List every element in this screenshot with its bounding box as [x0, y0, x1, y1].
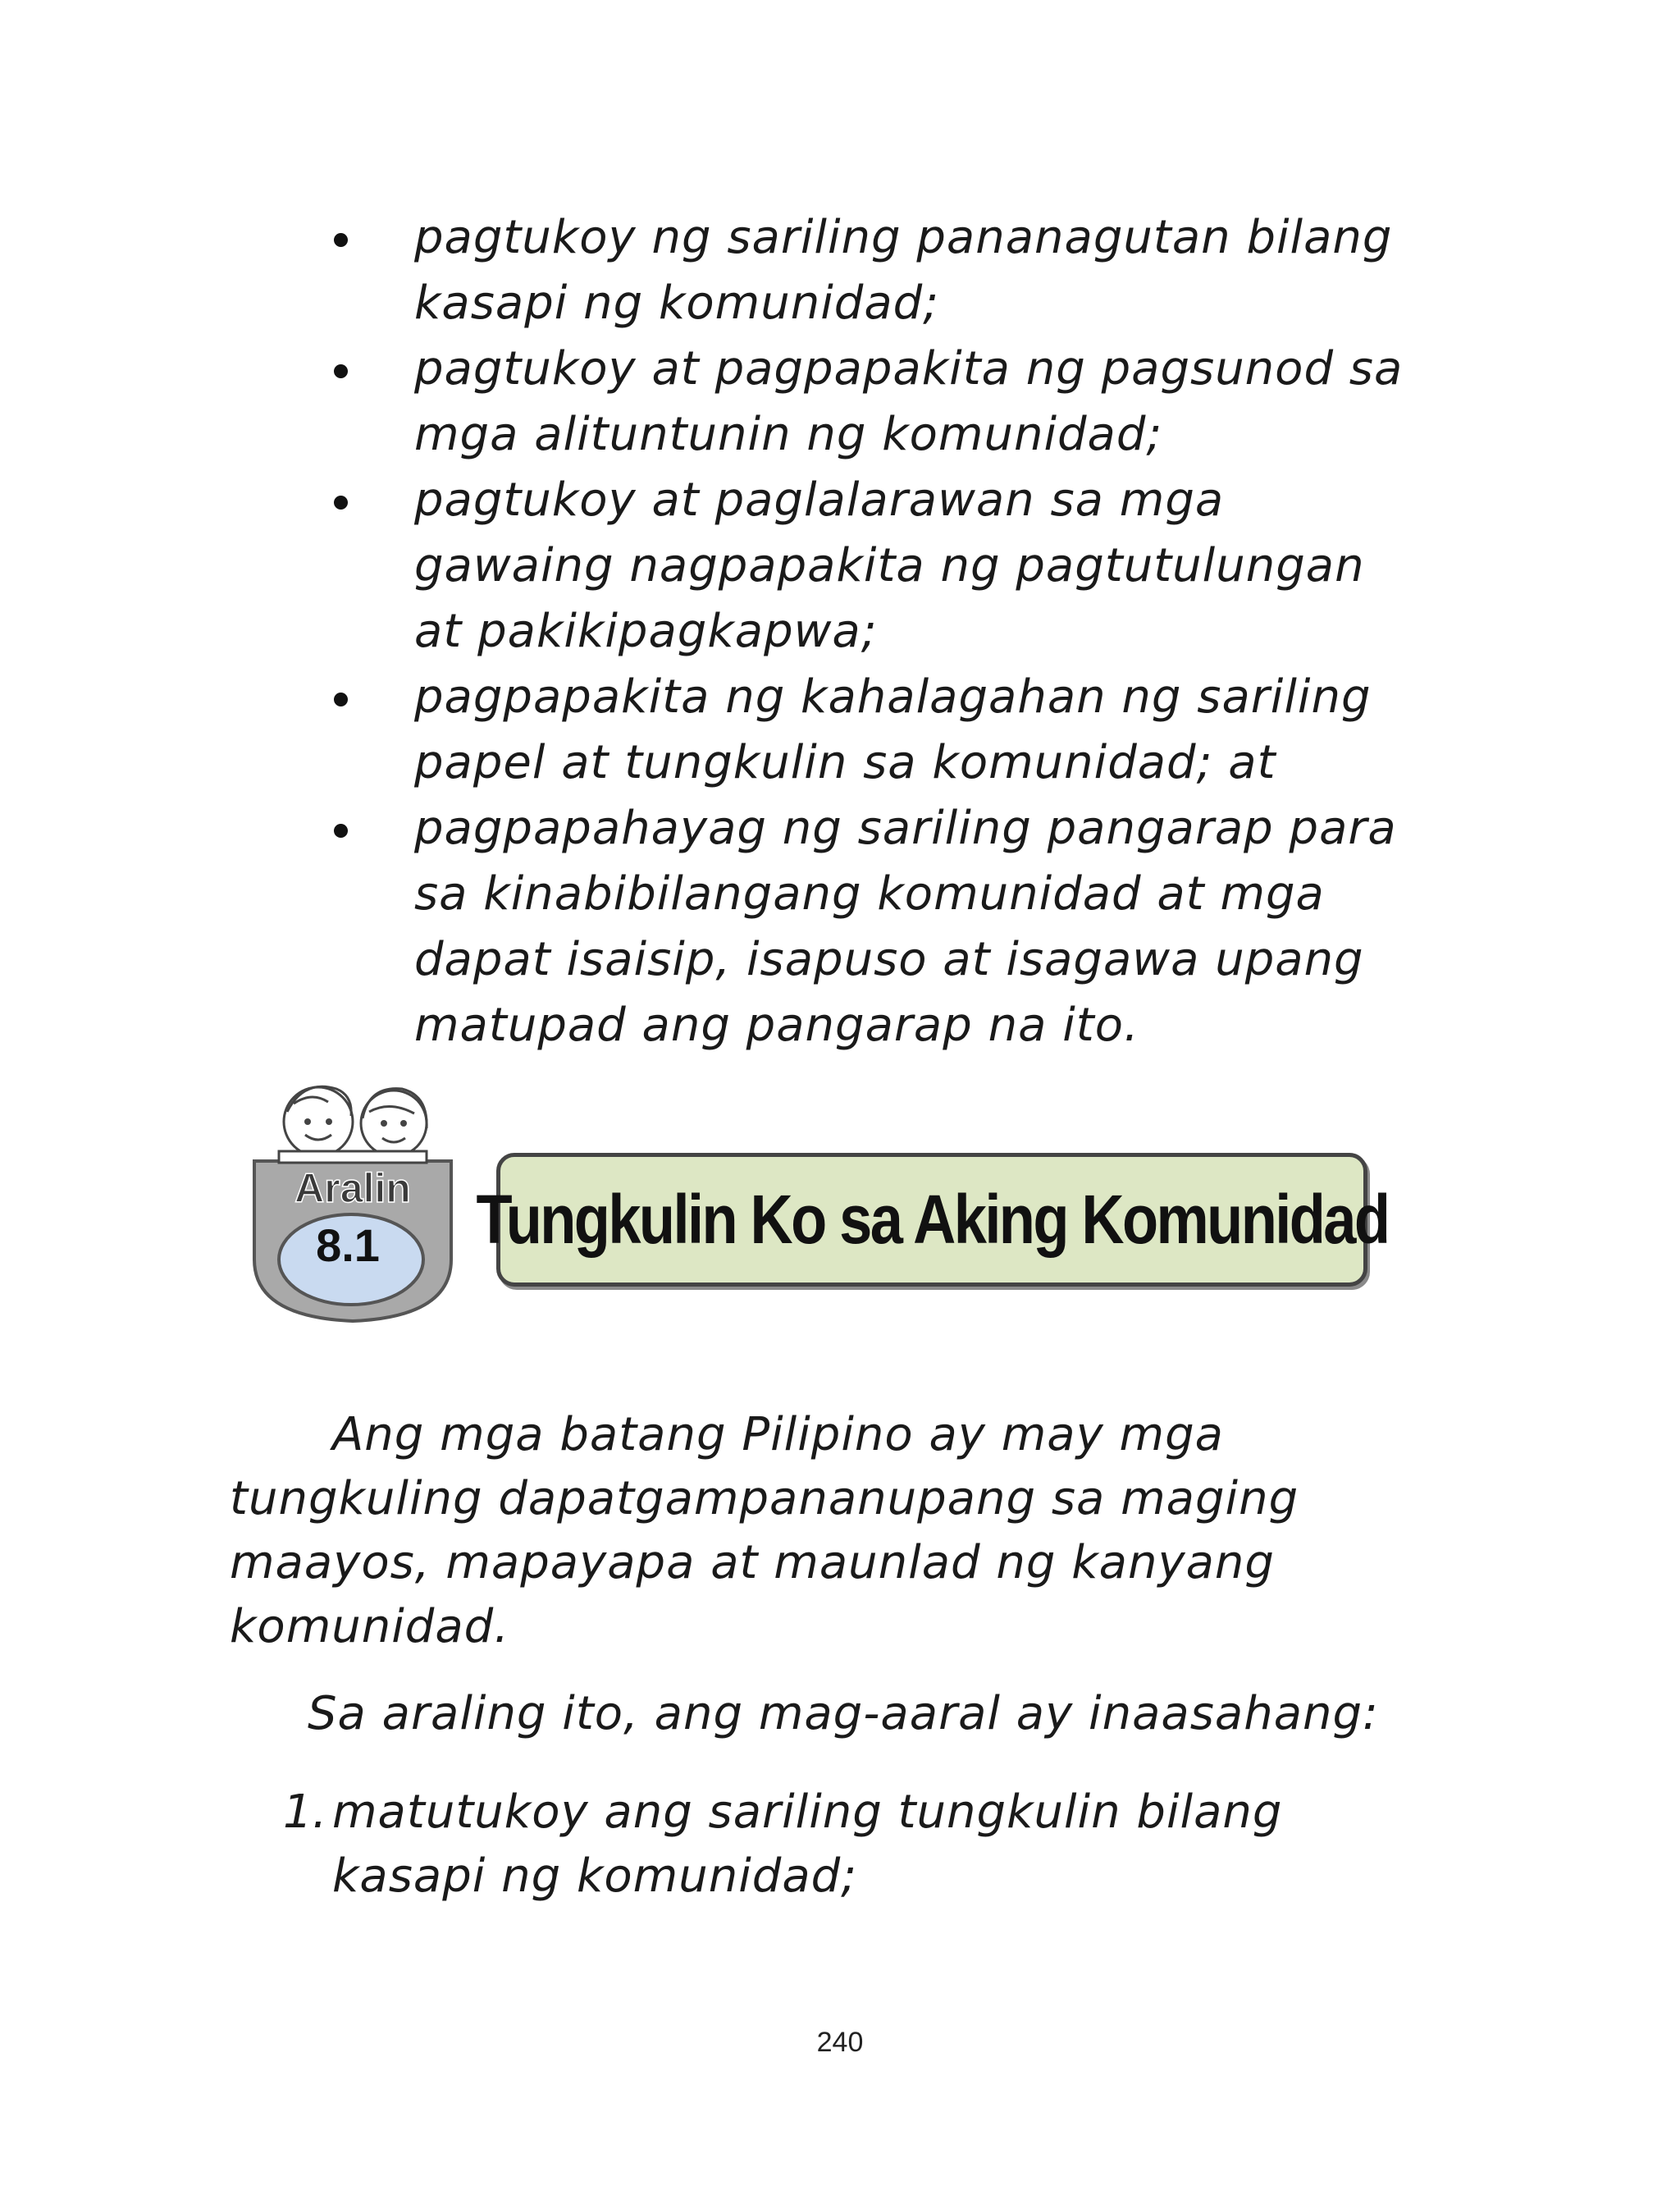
bullet-item	[316, 796, 1415, 1058]
bullet-item	[316, 336, 1415, 468]
objectives-intro: Sa araling ito, ang mag-aaral ay inaasahang:	[308, 1687, 1379, 1740]
bullet-item	[316, 205, 1415, 336]
bullet-text: pagtukoy at paglalarawan sa mga gawaing nagpapakita ng pagtutulungan at pakikipagkapwa;	[414, 473, 1365, 658]
lesson-label: Aralin	[294, 1165, 411, 1211]
list-item-text: matutukoy ang sariling tungkulin bilang kasapi ng komunidad;	[332, 1785, 1283, 1903]
lesson-title: Tungkulin Ko sa Aking Komunidad	[476, 1181, 1388, 1258]
bullet-item	[316, 468, 1415, 665]
bullet-icon	[334, 693, 348, 706]
lesson-number: 8.1	[316, 1219, 380, 1271]
lesson-badge-icon	[246, 1071, 459, 1325]
bullet-text: pagtukoy at pagpapakita ng pagsunod sa mga alituntunin ng komunidad;	[414, 342, 1404, 461]
page-number: 240	[816, 2027, 864, 2058]
lesson-title-box	[476, 1153, 1388, 1287]
bullet-text: pagpapahayag ng sariling pangarap para sa kinabibilangang komunidad at mga dapat isaisip, isapuso at isagawa upang matupad ang pangarap na ito.	[414, 802, 1397, 1052]
list-item-number: 1.	[283, 1785, 327, 1839]
intro-section	[230, 1403, 1378, 1659]
bullet-text: pagtukoy ng sariling pananagutan bilang kasapi ng komunidad;	[414, 211, 1393, 330]
bullet-text: pagpapakita ng kahalagahan ng sariling papel at tungkulin sa komunidad; at	[414, 670, 1372, 789]
list-item	[283, 1781, 1382, 1909]
bullet-icon	[334, 824, 348, 838]
objectives-list	[283, 1781, 1382, 1909]
bullet-item	[316, 665, 1415, 796]
intro-paragraph-text: Ang mga batang Pilipino ay may mga tungkuling dapatgampananupang sa maging maayos, mapayapa at maunlad ng kanyang komunidad.	[230, 1408, 1299, 1653]
bullet-list	[316, 205, 1415, 1058]
bullet-icon	[334, 364, 348, 378]
bullet-icon	[334, 233, 348, 247]
bullet-icon	[334, 496, 348, 510]
intro-paragraph	[230, 1403, 1378, 1659]
